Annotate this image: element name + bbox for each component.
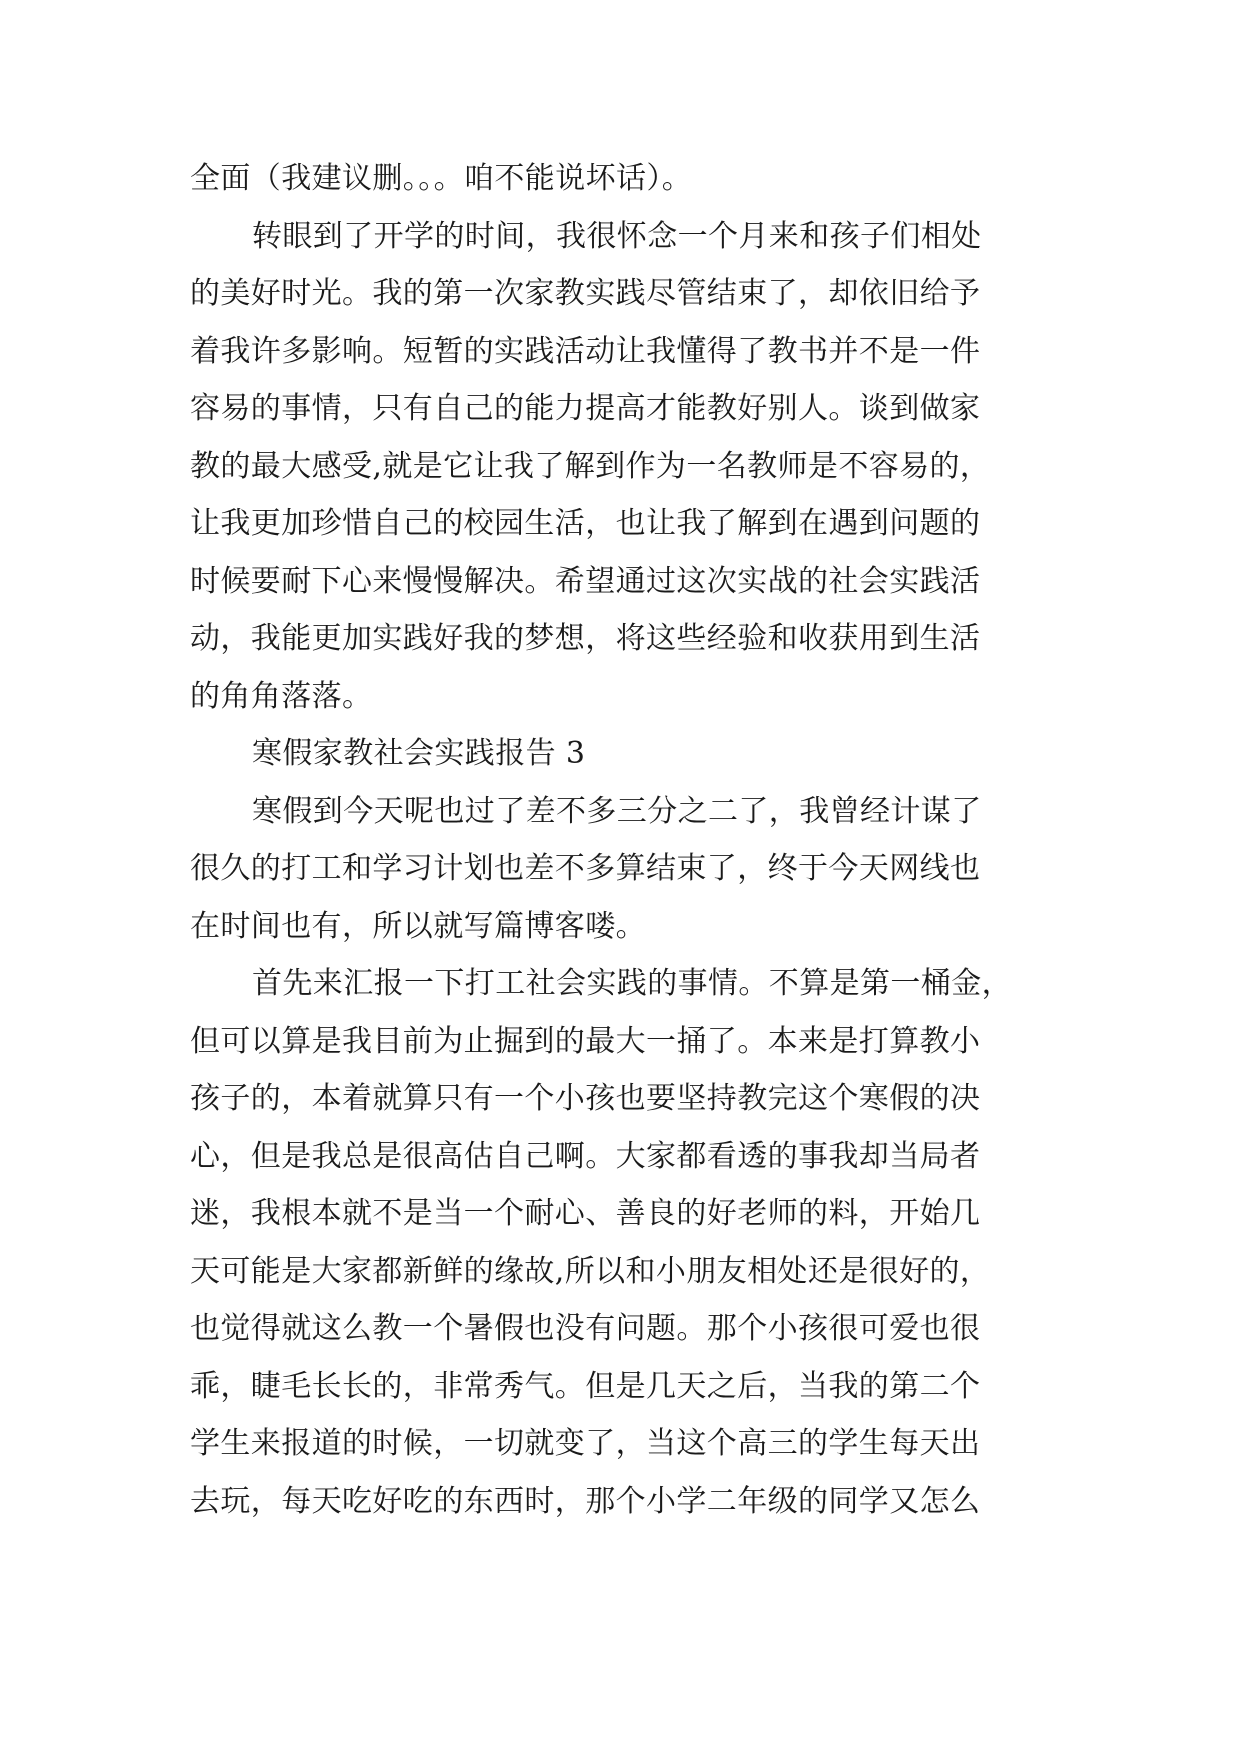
text-line: 让我更加珍惜自己的校园生活，也让我了解到在遇到问题的 <box>190 506 981 541</box>
text-line: 教的最大感受,就是它让我了解到作为一名教师是不容易的， <box>190 448 991 484</box>
text-line: 乖，睫毛长长的，非常秀气。但是几天之后，当我的第二个 <box>190 1368 981 1404</box>
paragraph-start-line: 寒假到今天呢也过了差不多三分之二了，我曾经计谋了 <box>252 793 982 829</box>
text-line: 着我许多影响。短暂的实践活动让我懂得了教书并不是一件 <box>190 333 981 369</box>
text-line: 也觉得就这么教一个暑假也没有问题。那个小孩很可爱也很 <box>190 1311 981 1346</box>
text-line: 在时间也有，所以就写篇博客喽。 <box>190 908 646 944</box>
paragraph-start-line: 转眼到了开学的时间，我很怀念一个月来和孩子们相处 <box>252 218 982 254</box>
text-line: 全面（我建议删。。。咱不能说坏话）。 <box>190 161 693 196</box>
text-line: 孩子的，本着就算只有一个小孩也要坚持教完这个寒假的决 <box>190 1081 981 1116</box>
text-line: 但可以算是我目前为止掘到的最大一捅了。本来是打算教小 <box>190 1023 981 1059</box>
document-body <box>190 150 1060 1530</box>
text-line: 容易的事情，只有自己的能力提高才能教好别人。谈到做家 <box>190 391 981 426</box>
text-line: 天可能是大家都新鲜的缘故,所以和小朋友相处还是很好的， <box>190 1253 991 1289</box>
section-heading: 寒假家教社会实践报告 3 <box>252 736 586 771</box>
paragraph-start-line: 首先来汇报一下打工社会实践的事情。不算是第一桶金， <box>252 966 1012 1001</box>
text-line: 学生来报道的时候，一切就变了，当这个高三的学生每天出 <box>190 1426 981 1461</box>
text-line: 动，我能更加实践好我的梦想，将这些经验和收获用到生活 <box>190 621 981 656</box>
text-line: 去玩，每天吃好吃的东西时，那个小学二年级的同学又怎么 <box>190 1483 981 1519</box>
text-line: 很久的打工和学习计划也差不多算结束了，终于今天网线也 <box>190 851 981 886</box>
text-line: 迷，我根本就不是当一个耐心、善良的好老师的料，开始几 <box>190 1196 981 1231</box>
text-line: 时候要耐下心来慢慢解决。希望通过这次实战的社会实践活 <box>190 563 981 599</box>
text-line: 的美好时光。我的第一次家教实践尽管结束了，却依旧给予 <box>190 276 981 311</box>
text-line: 心，但是我总是很高估自己啊。大家都看透的事我却当局者 <box>190 1138 981 1174</box>
text-line: 的角角落落。 <box>190 678 373 714</box>
